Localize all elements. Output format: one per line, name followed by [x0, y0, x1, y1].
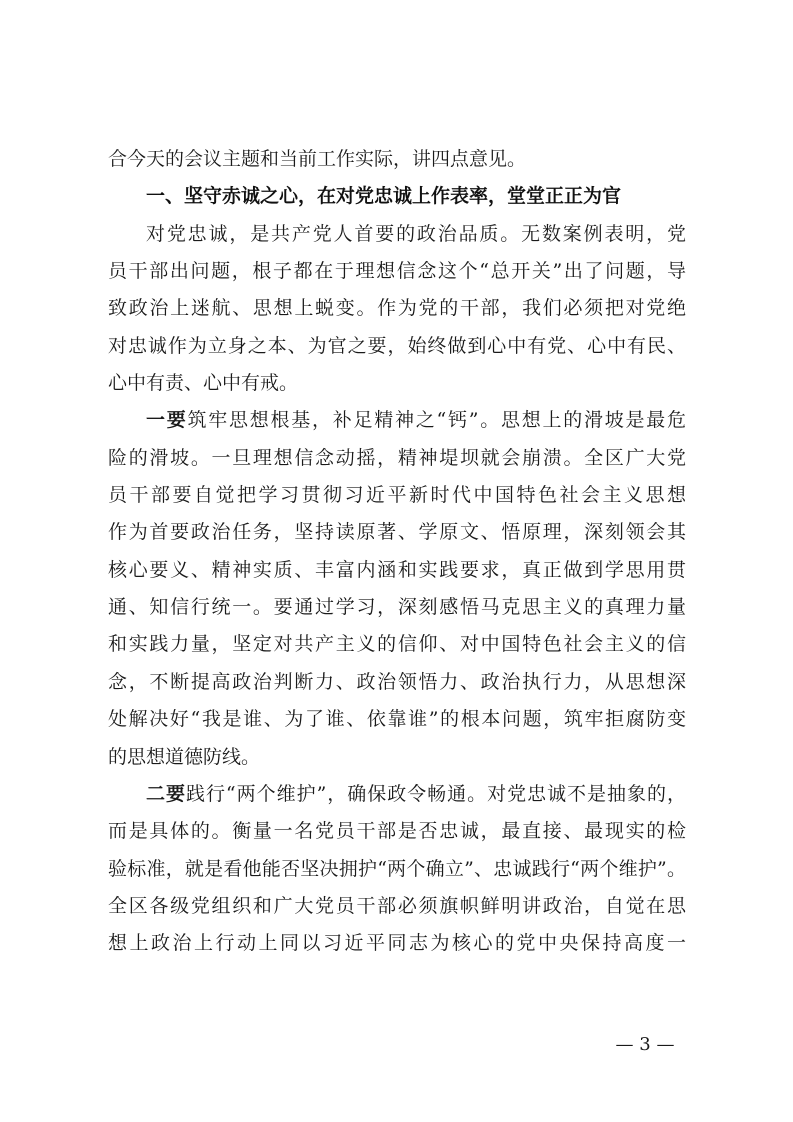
- page-number: — 3 —: [615, 1034, 675, 1055]
- paragraph-line: 的思想道德防线。: [108, 745, 261, 768]
- paragraph-line: 通、知信行统一。要通过学习，深刻感悟马克思主义的真理力量: [108, 596, 686, 619]
- paragraph-line: 员干部要自觉把学习贯彻习近平新时代中国特色社会主义思想: [108, 484, 686, 507]
- document-body: [108, 141, 686, 963]
- point-one-lead: 一要: [146, 409, 188, 432]
- point-one-first-text: 筑牢思想根基，补足精神之“钙”。思想上的滑坡是最危: [187, 409, 686, 432]
- point-two-first-line: [108, 776, 686, 813]
- paragraph-line: 心中有责、心中有戒。: [108, 372, 299, 395]
- paragraph-line: 全区各级党组织和广大党员干部必须旗帜鲜明讲政治，自觉在思: [108, 894, 686, 917]
- paragraph-line: 对党忠诚，是共产党人首要的政治品质。无数案例表明，党: [146, 222, 686, 245]
- intro-line: 合今天的会议主题和当前工作实际，讲四点意见。: [108, 148, 527, 170]
- paragraph-line: 念，不断提高政治判断力、政治领悟力、政治执行力，从思想深: [108, 670, 686, 693]
- paragraph-line: 作为首要政治任务，坚持读原著、学原文、悟原理，深刻领会其: [108, 521, 686, 544]
- section-heading: 一、坚守赤诚之心，在对党忠诚上作表率，堂堂正正为官: [146, 185, 622, 208]
- paragraph-line: 对忠诚作为立身之本、为官之要，始终做到心中有党、心中有民、: [108, 334, 686, 357]
- point-one-first-line: [108, 402, 686, 439]
- point-two-first-text: 践行“两个维护”，确保政令畅通。对党忠诚不是抽象的，: [185, 782, 686, 805]
- paragraph-line: 想上政治上行动上同以习近平同志为核心的党中央保持高度一: [108, 932, 686, 955]
- paragraph-line: 致政治上迷航、思想上蜕变。作为党的干部，我们必须把对党绝: [108, 297, 686, 320]
- paragraph-line: 员干部出问题，根子都在于理想信念这个“总开关”出了问题，导: [108, 260, 686, 283]
- point-two-lead: 二要: [146, 782, 186, 805]
- paragraph-line: 处解决好“我是谁、为了谁、依靠谁”的根本问题，筑牢拒腐防变: [108, 708, 686, 731]
- paragraph-line: 和实践力量，坚定对共产主义的信仰、对中国特色社会主义的信: [108, 633, 686, 656]
- paragraph-line: 而是具体的。衡量一名党员干部是否忠诚，最直接、最现实的检: [108, 820, 686, 843]
- paragraph-line: 核心要义、精神实质、丰富内涵和实践要求，真正做到学思用贯: [108, 558, 686, 581]
- paragraph-line: 验标准，就是看他能否坚决拥护“两个确立”、忠诚践行“两个维护”。: [108, 857, 686, 880]
- paragraph-line: 险的滑坡。一旦理想信念动摇，精神堤坝就会崩溃。全区广大党: [108, 446, 686, 469]
